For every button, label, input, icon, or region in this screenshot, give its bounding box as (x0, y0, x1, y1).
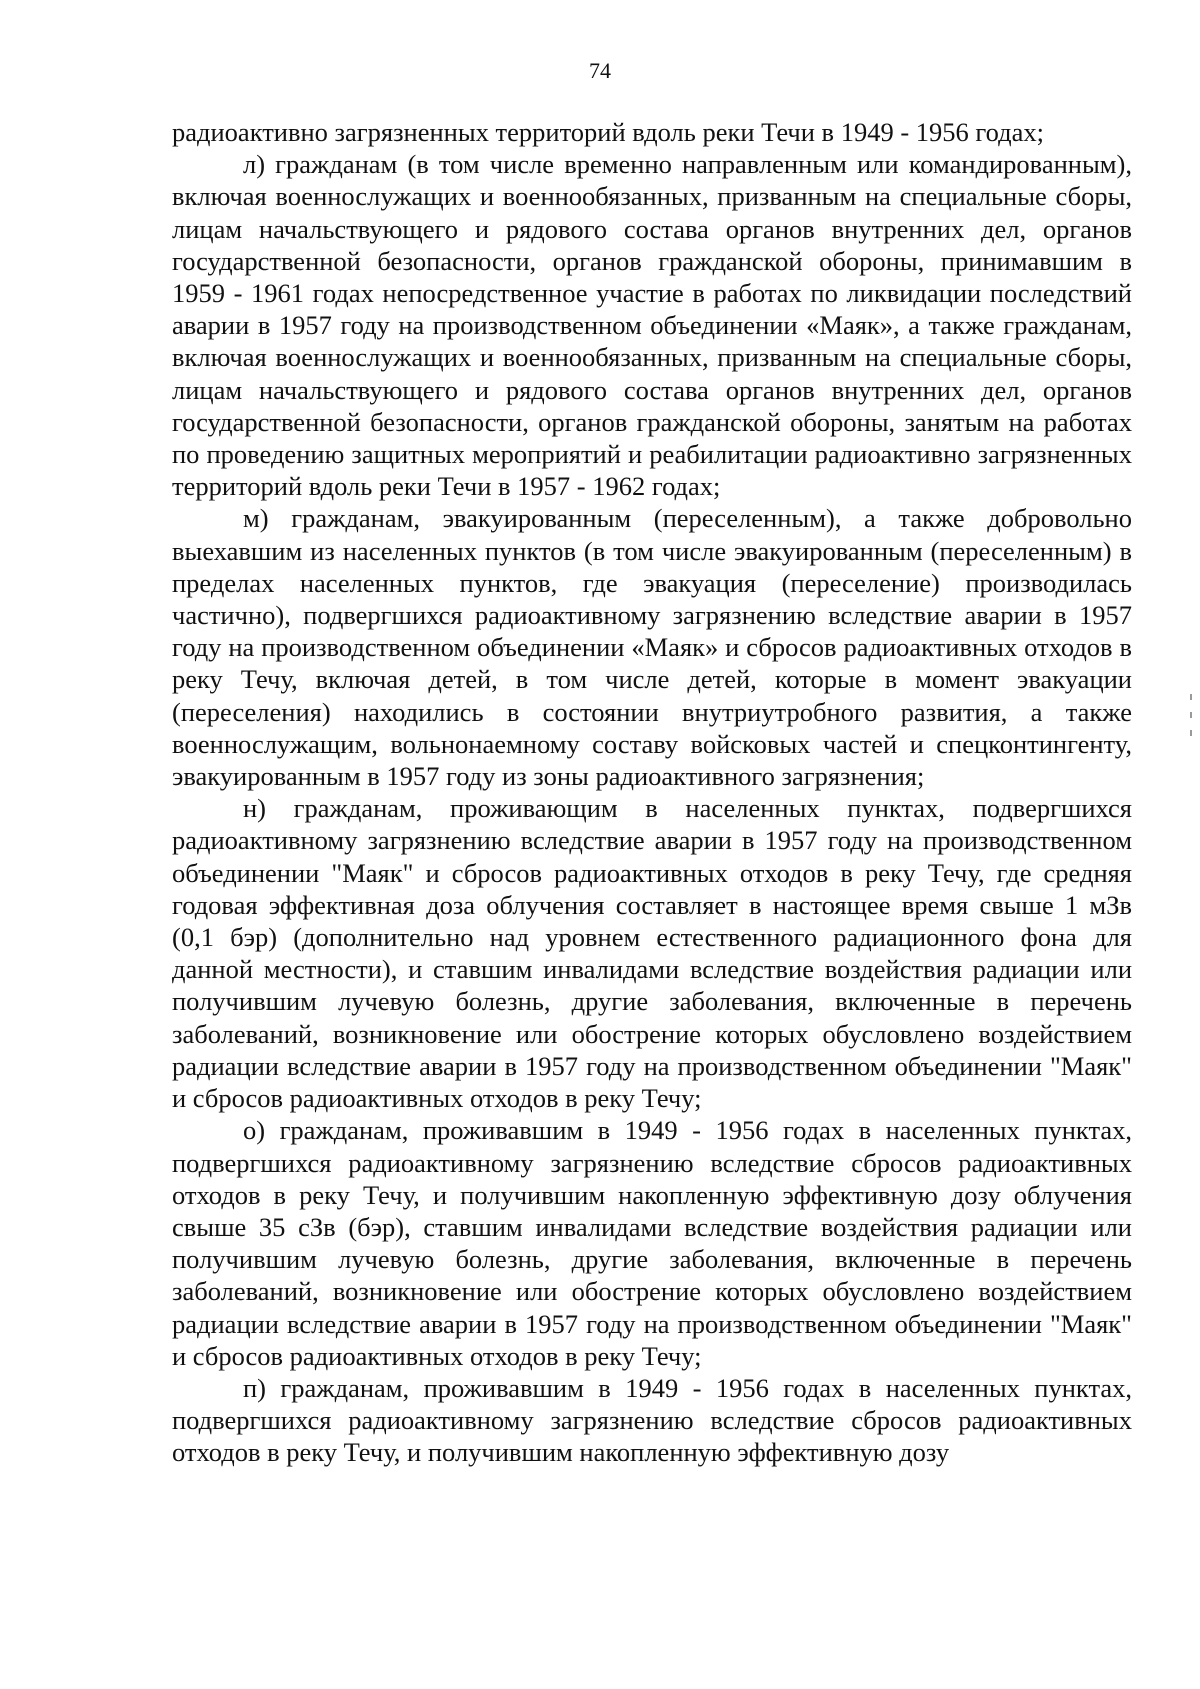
scan-speck (1190, 694, 1192, 700)
paragraph-item-m: м) гражданам, эвакуированным (переселенным), а также добровольно выехавшим из населенных пунктов (в том числе эвакуированным (переселенным) в пределах населенных пунктов, где эвакуация (переселение) производилась частично), подвергшихся радиоактивному загрязнению вследствие аварии в 1957 году на производственном объединении «Маяк» и сбросов радиоактивных отходов в реку Течу, включая детей, в том числе детей, которые в момент эвакуации (переселения) находились в состоянии внутриутробного развития, а также военнослужащим, вольнонаемному составу войсковых частей и спецконтингенту, эвакуированным в 1957 году из зоны радиоактивного загрязнения; (172, 503, 1132, 792)
document-body (172, 116, 1132, 1469)
scan-speck (1190, 730, 1192, 736)
page-number: 74 (589, 58, 611, 83)
paragraph-continuation: радиоактивно загрязненных территорий вдоль реки Течи в 1949 - 1956 годах; (172, 117, 1044, 147)
paragraph-item-l: л) гражданам (в том числе временно направленным или командированным), включая военнослужащих и военнообязанных, призванным на специальные сборы, лицам начальствующего и рядового состава органов внутренних дел, органов государственной безопасности, органов гражданской обороны, принимавшим в 1959 - 1961 годах непосредственное участие в работах по ликвидации последствий аварии в 1957 году на производственном объединении «Маяк», а также гражданам, включая военнослужащих и военнообязанных, призванным на специальные сборы, лицам начальствующего и рядового состава органов внутренних дел, органов государственной безопасности, органов гражданской обороны, занятым на работах по проведению защитных мероприятий и реабилитации радиоактивно загрязненных территорий вдоль реки Течи в 1957 - 1962 годах; (172, 149, 1132, 502)
scan-speck (1190, 712, 1192, 718)
paragraph-item-n: н) гражданам, проживающим в населенных пунктах, подвергшихся радиоактивному загрязнению вследствие аварии в 1957 году на производственном объединении "Маяк" и сбросов радиоактивных отходов в реку Течу, где средняя годовая эффективная доза облучения составляет в настоящее время свыше 1 мЗв (0,1 бэр) (дополнительно над уровнем естественного радиационного фона для данной местности), и ставшим инвалидами вследствие воздействия радиации или получившим лучевую болезнь, другие заболевания, включенные в перечень заболеваний, возникновение или обострение которых обусловлено воздействием радиации вследствие аварии в 1957 году на производственном объединении "Маяк" и сбросов радиоактивных отходов в реку Течу; (172, 793, 1132, 1114)
paragraph-item-p: п) гражданам, проживавшим в 1949 - 1956 годах в населенных пунктах, подвергшихся радиоактивному загрязнению вследствие сбросов радиоактивных отходов в реку Течу, и получившим накопленную эффективную дозу (172, 1372, 1132, 1468)
paragraph-item-o: о) гражданам, проживавшим в 1949 - 1956 годах в населенных пунктах, подвергшихся радиоактивному загрязнению вследствие сбросов радиоактивных отходов в реку Течу, и получившим накопленную эффективную дозу облучения свыше 35 сЗв (бэр), ставшим инвалидами вследствие воздействия радиации или получившим лучевую болезнь, другие заболевания, включенные в перечень заболеваний, возникновение или обострение которых обусловлено воздействием радиации вследствие аварии в 1957 году на производственном объединении "Маяк" и сбросов радиоактивных отходов в реку Течу; (172, 1115, 1132, 1371)
